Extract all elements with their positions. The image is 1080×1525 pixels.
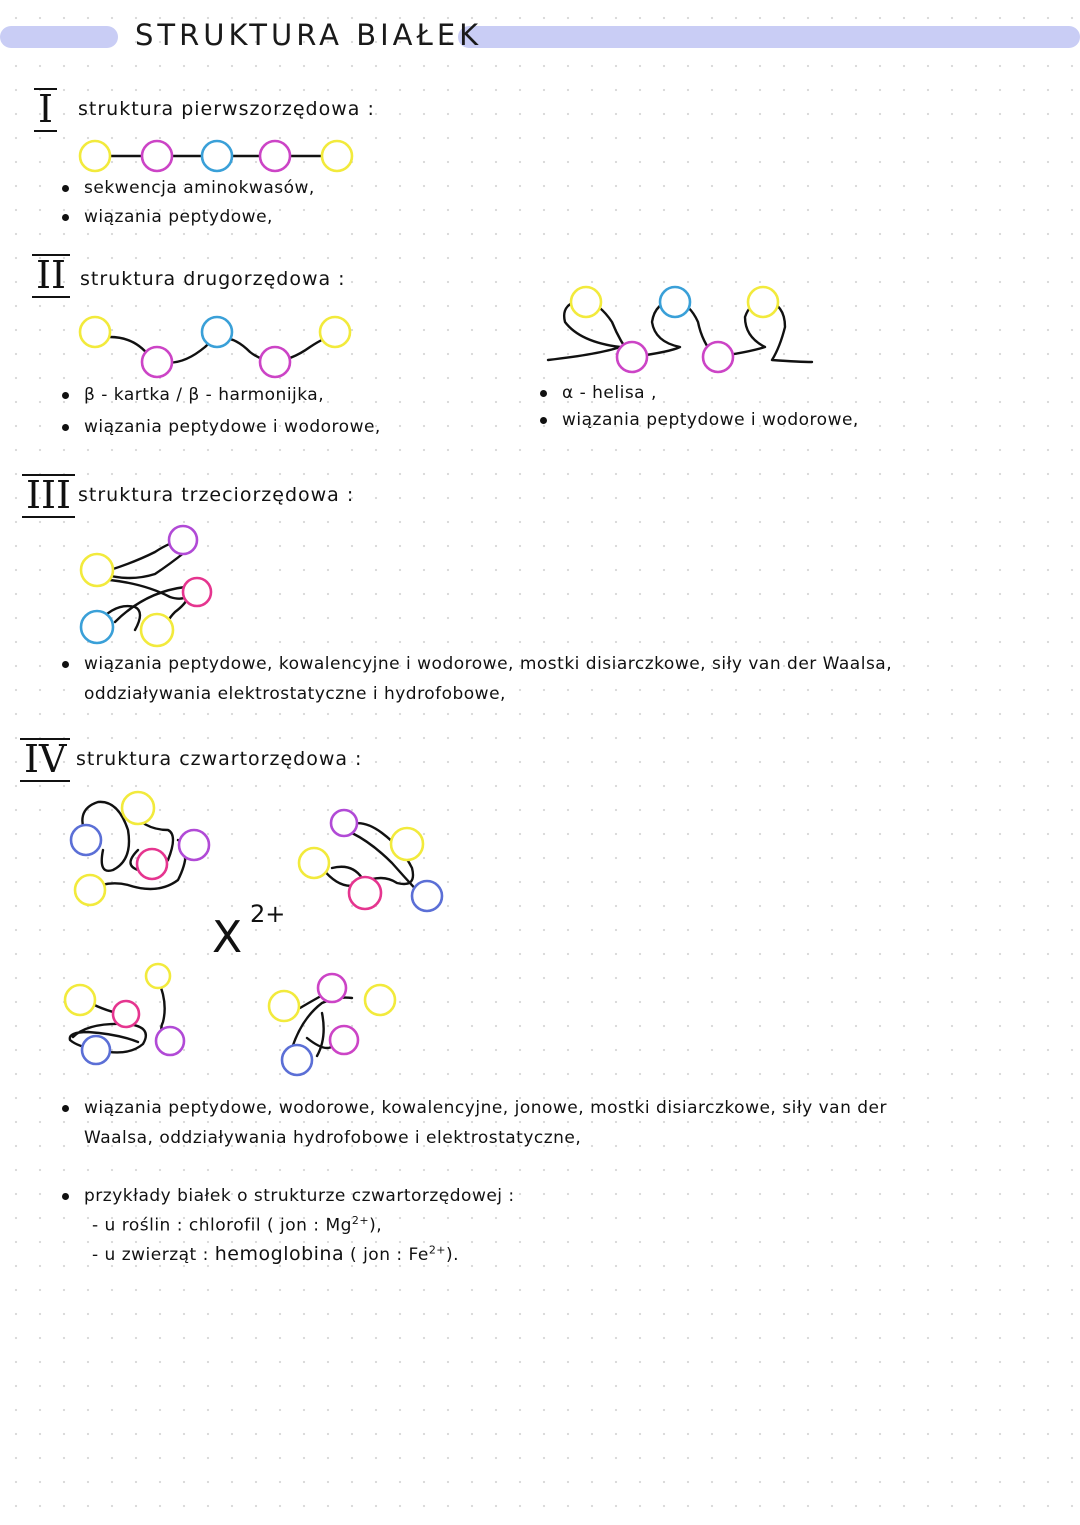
section-4-numeral: IV xyxy=(24,740,66,778)
tertiary-structure-diagram xyxy=(75,522,235,652)
beta-sheet-diagram xyxy=(75,312,375,382)
section-1-numeral: I xyxy=(38,90,53,128)
section-2-heading: struktura drugorzędowa : xyxy=(80,268,346,290)
title-highlight-right xyxy=(458,26,1080,48)
section-1-bullet-1: sekwencja aminokwasów, xyxy=(84,178,315,198)
section-2-right-bullet-1: α - helisa , xyxy=(562,383,657,403)
example-animals: - u zwierząt : hemoglobina ( jon : $Fe^{2+}$). xyxy=(92,1243,460,1265)
section-2-numeral: II xyxy=(36,256,66,294)
ion-label: X xyxy=(212,912,243,963)
section-3-numeral: III xyxy=(26,476,71,514)
quaternary-subunit-3 xyxy=(58,962,208,1072)
section-3-bullet-line-1: wiązania peptydowe, kowalencyjne i wodorowe, mostki disiarczkowe, siły van der Waalsa, xyxy=(84,654,892,674)
primary-structure-diagram xyxy=(75,138,375,178)
section-4-heading: struktura czwartorzędowa : xyxy=(76,748,363,770)
section-3-heading: struktura trzeciorzędowa : xyxy=(78,484,355,506)
section-1-heading: struktura pierwszorzędowa : xyxy=(78,98,375,120)
section-4-bullet-2-heading: przykłady białek o strukturze czwartorzędowej : xyxy=(84,1186,515,1206)
quaternary-subunit-4 xyxy=(262,968,412,1078)
quaternary-subunit-1 xyxy=(68,790,228,910)
section-4-bullet-1-line-1: wiązania peptydowe, wodorowe, kowalencyjne, jonowe, mostki disiarczkowe, siły van der xyxy=(84,1098,887,1118)
section-1-bullet-2: wiązania peptydowe, xyxy=(84,207,273,227)
section-4-bullet-1-line-2: Waalsa, oddziaływania hydrofobowe i elektrostatyczne, xyxy=(84,1128,582,1148)
page-title: STRUKTURA BIAŁEK xyxy=(135,18,483,52)
section-2-right-bullet-2: wiązania peptydowe i wodorowe, xyxy=(562,410,859,430)
section-3-bullet-line-2: oddziaływania elektrostatyczne i hydrofobowe, xyxy=(84,684,506,704)
section-2-left-bullet-1: β - kartka / β - harmonijka, xyxy=(84,385,324,405)
section-2-left-bullet-2: wiązania peptydowe i wodorowe, xyxy=(84,417,381,437)
quaternary-subunit-2 xyxy=(292,808,452,918)
example-plants: - u roślin : chlorofil ( jon : $Mg^{2+}$), xyxy=(92,1214,383,1236)
ion-charge: 2+ xyxy=(250,900,286,928)
title-highlight-left xyxy=(0,26,118,48)
alpha-helix-diagram xyxy=(540,282,820,382)
